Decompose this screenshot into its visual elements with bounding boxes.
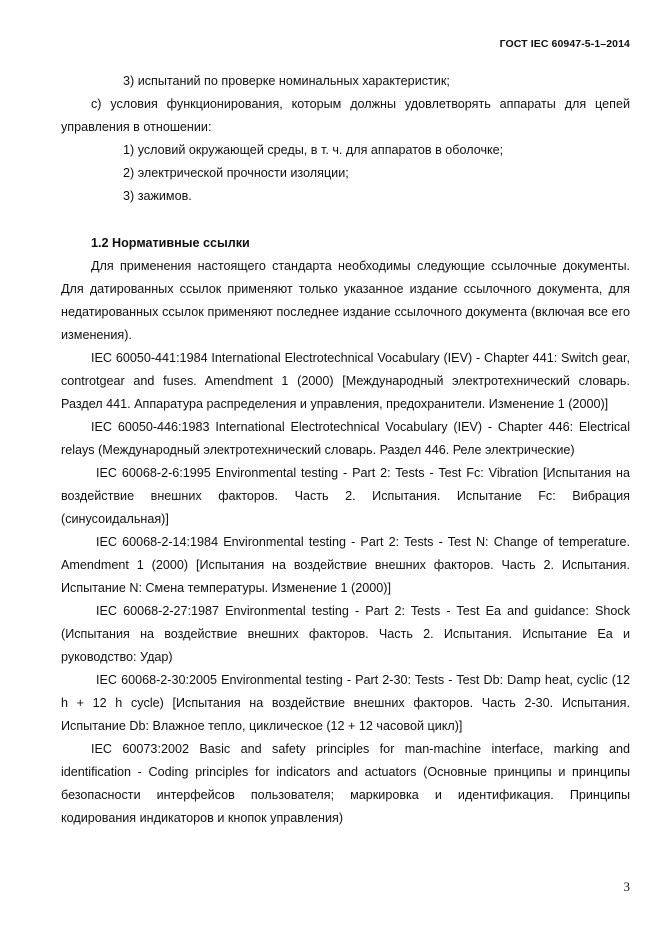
list-item-c1: 1) условий окружающей среды, в т. ч. для аппаратов в оболочке;	[123, 143, 504, 157]
section-heading: 1.2 Нормативные ссылки	[91, 236, 250, 250]
list-item-tests: 3) испытаний по проверке номинальных характеристик;	[123, 74, 450, 88]
reference-item: IEC 60068-2-30:2005 Environmental testing - Part 2-30: Tests - Test Db: Damp heat, cyclic (12 h + 12 h cycle) [Испытания на воздействие внешних факторов. Часть 2-30. Испытания. Испытание Db: Влажное тепло, циклическое (12 + 12 часовой цикл)]	[61, 673, 630, 733]
document-code-header: ГОСТ IEC 60947-5-1–2014	[499, 38, 630, 50]
intro-paragraph: Для применения настоящего стандарта необходимы следующие ссылочные документы. Для датированных ссылок применяют только указанное издание ссылочного документа, для недатированных ссылок применяют последнее издание ссылочного документа (включая все его изменения).	[61, 259, 630, 342]
list-item-c: c) условия функционирования, которым должны удовлетворять аппараты для цепей управления в отношении:	[61, 97, 630, 134]
reference-item: IEC 60068-2-14:1984 Environmental testing - Part 2: Tests - Test N: Change of temperature. Amendment 1 (2000) [Испытания на воздействие внешних факторов. Часть 2. Испытания. Испытание N: Смена температуры. Изменение 1 (2000)]	[61, 535, 630, 595]
reference-item: IEC 60050-441:1984 International Electrotechnical Vocabulary (IEV) - Chapter 441: Switch gear, controtgear and fuses. Amendment 1 (2000) [Международный электротехнический словарь. Раздел 441. Аппаратура распределения и управления, предохранители. Изменение 1 (2000)]	[61, 351, 630, 411]
list-item-c3: 3) зажимов.	[123, 189, 192, 203]
reference-item: IEC 60050-446:1983 International Electrotechnical Vocabulary (IEV) - Chapter 446: Electrical relays (Международный электротехнический словарь. Раздел 446. Реле электрические)	[61, 420, 630, 457]
reference-item: IEC 60068-2-27:1987 Environmental testing - Part 2: Tests - Test Ea and guidance: Shock (Испытания на воздействие внешних факторов. Часть 2. Испытания. Испытание Ea и руководство: Удар)	[61, 604, 630, 664]
page-number: 3	[623, 879, 630, 894]
reference-item: IEC 60068-2-6:1995 Environmental testing - Part 2: Tests - Test Fc: Vibration [Испытания на воздействие внешних факторов. Часть 2. Испытания. Испытание Fc: Вибрация (синусоидальная)]	[61, 466, 630, 526]
reference-item: IEC 60073:2002 Basic and safety principles for man-machine interface, marking and identification - Coding principles for indicators and actuators (Основные принципы и принципы безопасности интерфейсов пользователя; маркировка и идентификация. Принципы кодирования индикаторов и кнопок управления)	[61, 742, 630, 825]
page-content	[61, 70, 630, 830]
list-item-c2: 2) электрической прочности изоляции;	[123, 166, 349, 180]
